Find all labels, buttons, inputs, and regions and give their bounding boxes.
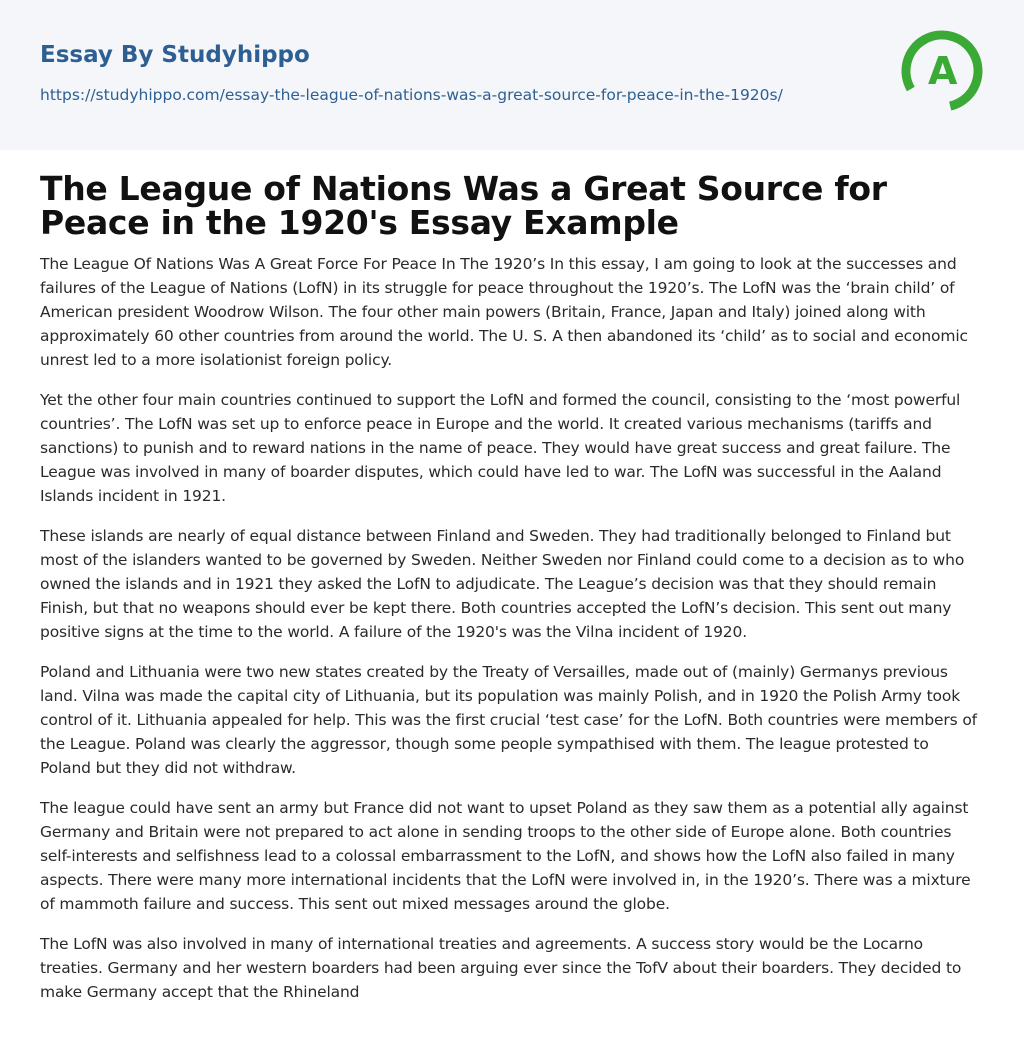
- article-paragraph: The League Of Nations Was A Great Force For Peace In The 1920’s In this essay, I am going to look at the successes and failures of the League of Nations (LofN) in its struggle for peace throughout the 1920’s. The LofN was the ‘brain child’ of American president Woodrow Wilson. The four other main powers (Britain, France, Japan and Italy) joined along with approximately 60 other countries from around the world. The U. S. A then abandoned its ‘child’ as to social and economic unrest led to a more isolationist foreign policy.: [40, 255, 968, 369]
- article: [0, 169, 1024, 1004]
- article-paragraph: Poland and Lithuania were two new states created by the Treaty of Versailles, made out of (mainly) Germanys previous land. Vilna was made the capital city of Lithuania, but its population was mainly Polish, and in 1920 the Polish Army took control of it. Lithuania appealed for help. This was the first crucial ‘test case’ for the LofN. Both countries were members of the League. Poland was clearly the aggressor, though some people sympathised with them. The league protested to Poland but they did not withdraw.: [40, 663, 977, 777]
- article-paragraph: The league could have sent an army but France did not want to upset Poland as they saw them as a potential ally against Germany and Britain were not prepared to act alone in sending troops to the other side of Europe alone. Both countries self-interests and selfishness lead to a colossal embarrassment to the LofN, and shows how the LofN also failed in many aspects. There were many more international incidents that the LofN were involved in, in the 1920’s. There was a mixture of mammoth failure and success. This sent out mixed messages around the globe.: [40, 799, 971, 913]
- essay-url-link[interactable]: https://studyhippo.com/essay-the-league-of-nations-was-a-great-source-for-peace-in-the-1920s/: [40, 86, 783, 104]
- article-paragraph: Yet the other four main countries continued to support the LofN and formed the council, consisting to the ‘most powerful countries’. The LofN was set up to enforce peace in Europe and the world. It created various mechanisms (tariffs and sanctions) to punish and to reward nations in the name of peace. They would have great success and great failure. The League was involved in many of boarder disputes, which could have led to war. The LofN was successful in the Aaland Islands incident in 1921.: [40, 391, 961, 505]
- article-paragraph: The LofN was also involved in many of international treaties and agreements. A success story would be the Locarno treaties. Germany and her western boarders had been arguing ever since the TofV about their boarders. They decided to make Germany accept that the Rhineland: [40, 935, 962, 1001]
- logo-letter: A: [928, 49, 958, 93]
- article-paragraph: These islands are nearly of equal distance between Finland and Sweden. They had traditionally belonged to Finland but most of the islanders wanted to be governed by Sweden. Neither Sweden nor Finland could come to a decision as to who owned the islands and in 1921 they asked the LofN to adjudicate. The League’s decision was that they should remain Finish, but that no weapons should ever be kept there. Both countries accepted the LofN’s decision. This sent out many positive signs at the time to the world. A failure of the 1920's was the Vilna incident of 1920.: [40, 527, 965, 641]
- site-header: [0, 0, 1024, 150]
- site-brand[interactable]: Essay By Studyhippo: [40, 42, 310, 68]
- article-title: The League of Nations Was a Great Source for Peace in the 1920's Essay Example: [40, 169, 887, 242]
- studyhippo-logo-icon[interactable]: [900, 29, 984, 113]
